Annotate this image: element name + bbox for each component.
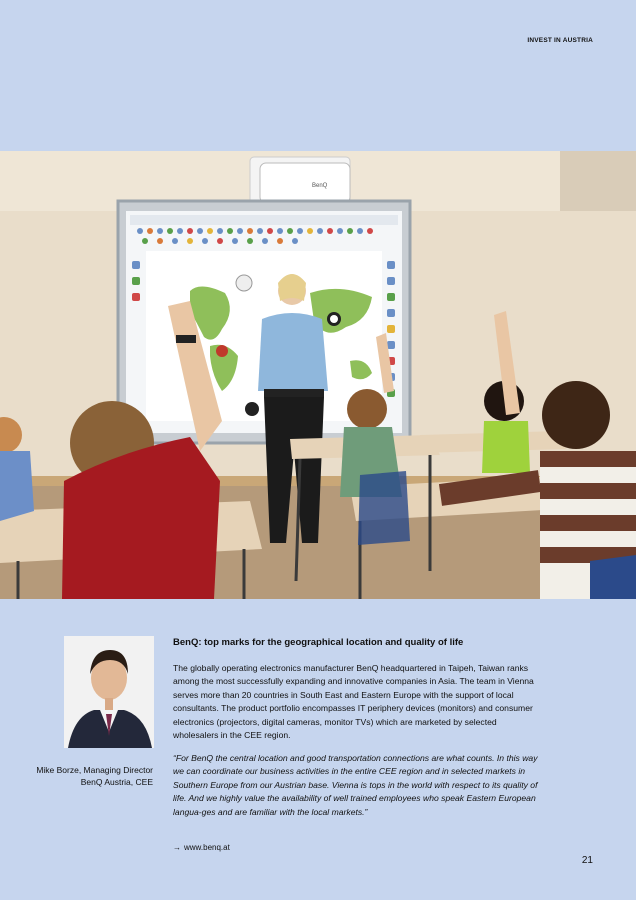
article-body: The globally operating electronics manufacturer BenQ headquartered in Taipeh, Taiwan ranks among the most successfully expanding and innovative companies in Asia. The team in Vienna serves more than 20 countries in South East and Eastern Europe with the support of local consultants. The product portfolio encompasses IT periphery devices (monitors) and consumer electronics (projectors, digital cameras, monitor TVs) which are marketed by selected wholesalers in the CEE region. — [173, 663, 534, 741]
caption-company: BenQ Austria, CEE — [80, 776, 153, 787]
portrait-photo — [64, 636, 154, 748]
portrait-caption — [20, 765, 153, 788]
page-number: 21 — [581, 855, 593, 866]
article-headline: BenQ: top marks for the geographical location and quality of life — [173, 637, 464, 648]
classroom-photo — [0, 151, 636, 599]
section-header: INVEST IN AUSTRIA — [527, 37, 593, 44]
benq-website-link[interactable] — [173, 843, 230, 852]
link-text: www.benq.at — [184, 843, 230, 852]
arrow-right-icon: → — [173, 843, 181, 852]
article-quote: “For BenQ the central location and good transportation connections are what counts. In this way we can coordinate our business activities in the entire CEE region and in selected markets in Southern Europe from our Austrian base. Vienna is tops in the world with respect to its quality of life. And we highly value the availability of well trained employees who speak Eastern European langua-ges and are familiar with the local markets.” — [173, 753, 538, 817]
caption-name: Mike Borze, Managing Director — [36, 765, 153, 775]
projector-brand: BenQ — [312, 183, 328, 189]
